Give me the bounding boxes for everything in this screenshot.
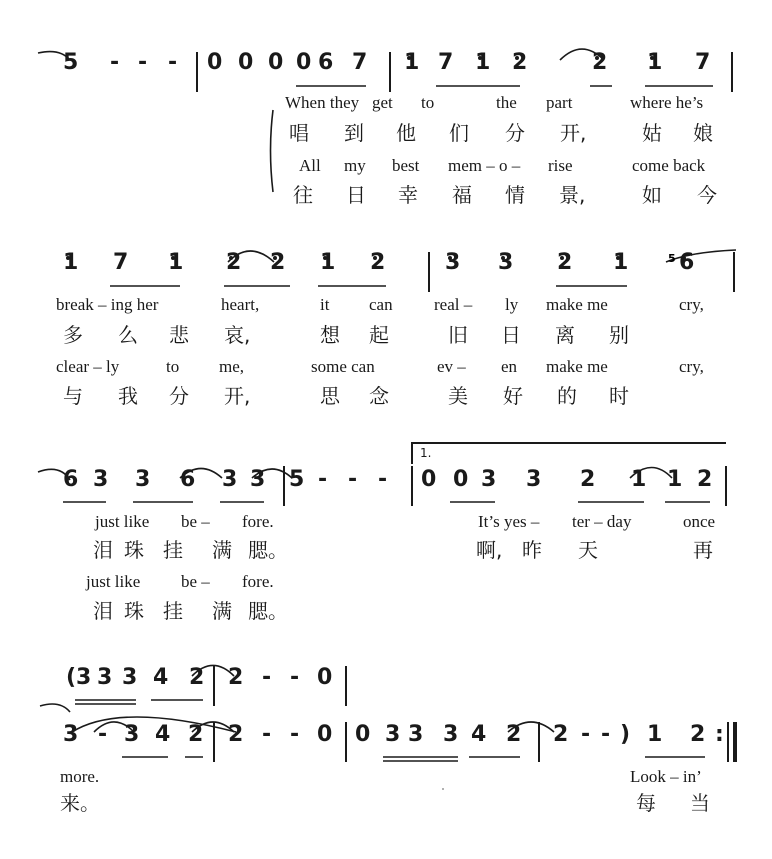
note: 2 — [690, 722, 706, 747]
lyric: to — [166, 357, 180, 376]
lyric: cry, — [679, 295, 704, 314]
lyric: best — [392, 156, 420, 175]
lyric: 与 — [63, 384, 83, 408]
note: - — [318, 467, 328, 492]
lyric: my — [344, 156, 366, 175]
lyric: 腮。 — [248, 538, 288, 562]
note: 0 — [317, 665, 333, 690]
lyric: be – — [181, 512, 210, 531]
note: 1 — [647, 50, 663, 75]
note: : — [715, 722, 724, 747]
lyric: come back — [632, 156, 706, 175]
note: 5 — [289, 467, 305, 492]
note: - — [348, 467, 358, 492]
note: - — [110, 50, 120, 75]
lyric: some can — [311, 357, 375, 376]
note: - — [290, 665, 300, 690]
lyric: mem – o – — [448, 156, 521, 175]
note: 2 — [188, 722, 204, 747]
lyric: get — [372, 93, 393, 112]
lyric: where he’s — [630, 93, 704, 112]
lyric: 的 — [557, 384, 577, 408]
note: 3 — [443, 722, 459, 747]
note: 3 — [122, 665, 138, 690]
lyric: make me — [546, 295, 608, 314]
lyric: ly — [505, 295, 519, 314]
note: 6 — [180, 467, 196, 492]
lyric: 想 — [320, 323, 340, 347]
lyric: 旧 — [448, 323, 468, 347]
lyric: 如 — [642, 183, 662, 207]
lyric: 珠 — [124, 538, 144, 562]
note: 7 — [352, 50, 368, 75]
note: 6 — [318, 50, 334, 75]
lyric: It’s yes – — [478, 512, 540, 531]
note: - — [168, 50, 178, 75]
lyric: 开, — [224, 384, 251, 408]
note: 2 — [592, 50, 608, 75]
lyric: 幸 — [398, 183, 418, 207]
lyric: 唱 — [289, 121, 309, 145]
lyric: just like — [86, 572, 141, 591]
note: 0 — [268, 50, 284, 75]
lyric: just like — [95, 512, 150, 531]
lyric: 啊, — [476, 538, 503, 562]
note: 2 — [506, 722, 522, 747]
lyric: 他 — [396, 121, 416, 145]
note: 1 — [667, 467, 683, 492]
note: 2 — [557, 250, 573, 275]
note: 1 — [631, 467, 647, 492]
lyric: 哀, — [224, 323, 251, 347]
lyric: en — [501, 357, 518, 376]
note: 3 — [124, 722, 140, 747]
lyric: 情 — [505, 183, 525, 207]
stray-mark — [442, 788, 444, 790]
note: 1 — [168, 250, 184, 275]
note: 1 — [475, 50, 491, 75]
lyric: 景, — [559, 183, 586, 207]
note: 2 — [580, 467, 596, 492]
note: 4 — [153, 665, 169, 690]
lyric: 好 — [503, 384, 523, 408]
lyric: clear – ly — [56, 357, 120, 376]
note: 0 — [296, 50, 312, 75]
lyric: 珠 — [124, 599, 144, 623]
note: 2 — [228, 665, 244, 690]
lyric: 别 — [609, 323, 629, 347]
lyric: 再 — [693, 538, 713, 562]
slur — [40, 704, 70, 712]
lyric: heart, — [221, 295, 260, 314]
lyric: 开, — [560, 121, 587, 145]
lyric: 满 — [212, 599, 232, 623]
note: 6 — [679, 250, 695, 275]
note: 3 — [481, 467, 497, 492]
lyric: 娘 — [693, 121, 713, 145]
note: 2 — [228, 722, 244, 747]
note: 3 — [135, 467, 151, 492]
lyric: ter – day — [572, 512, 632, 531]
note: 7 — [695, 50, 711, 75]
lyric: 满 — [212, 538, 232, 562]
note: - — [378, 467, 388, 492]
lyric: cry, — [679, 357, 704, 376]
note: 2 — [189, 665, 205, 690]
lyric: 往 — [293, 183, 313, 207]
note: 0 — [317, 722, 333, 747]
note: 3 — [76, 665, 92, 690]
lyric: real – — [434, 295, 473, 314]
lyric: 到 — [344, 121, 364, 145]
note: ) — [620, 722, 631, 747]
lyric: the — [496, 93, 517, 112]
lyric: 分 — [169, 384, 189, 408]
lyric: 日 — [501, 323, 521, 347]
lyric: 日 — [346, 183, 366, 207]
note: 2 — [226, 250, 242, 275]
lyric: 起 — [369, 323, 389, 347]
note: 1 — [613, 250, 629, 275]
lyric: 多 — [63, 323, 83, 347]
note: 0 — [421, 467, 437, 492]
lyric: break – ing her — [56, 295, 159, 314]
lyric: be – — [181, 572, 210, 591]
note: 0 — [207, 50, 223, 75]
note: 2 — [553, 722, 569, 747]
note: - — [98, 722, 108, 747]
note: 7 — [438, 50, 454, 75]
note: 7 — [113, 250, 129, 275]
note: - — [262, 665, 272, 690]
verse-brace — [271, 110, 274, 192]
lyric: 分 — [505, 121, 525, 145]
note: 3 — [385, 722, 401, 747]
lyric: 福 — [452, 183, 472, 207]
lyric: 腮。 — [248, 599, 288, 623]
lyric: 泪 — [93, 599, 113, 623]
note: 0 — [453, 467, 469, 492]
lyric: to — [421, 93, 435, 112]
note: 3 — [250, 467, 266, 492]
lyric: 昨 — [522, 538, 542, 562]
note: 5 — [63, 50, 79, 75]
lyric: When they — [285, 93, 360, 112]
note: 0 — [355, 722, 371, 747]
volta-label: 1. — [420, 446, 432, 460]
lyric: ev – — [437, 357, 466, 376]
note: 3 — [408, 722, 424, 747]
note: 1 — [647, 722, 663, 747]
lyric: Look – in’ — [630, 767, 702, 786]
lyric: more. — [60, 767, 100, 786]
note: 2 — [270, 250, 286, 275]
note: 1 — [320, 250, 336, 275]
lyric: 天 — [578, 538, 598, 562]
lyric: fore. — [242, 512, 274, 531]
note: 3 — [445, 250, 461, 275]
lyric: 悲 — [169, 323, 189, 347]
lyric: 当 — [690, 791, 710, 815]
lyric: 么 — [118, 323, 138, 347]
note: - — [601, 722, 611, 747]
note: 3 — [97, 665, 113, 690]
note: 1 — [404, 50, 420, 75]
lyric: 念 — [369, 384, 389, 408]
note: 4 — [155, 722, 171, 747]
note: 0 — [238, 50, 254, 75]
note: 4 — [471, 722, 487, 747]
note: - — [290, 722, 300, 747]
note: 6 — [63, 467, 79, 492]
note: 3 — [93, 467, 109, 492]
note: - — [138, 50, 148, 75]
lyric: 美 — [448, 384, 468, 408]
lyric: part — [546, 93, 573, 112]
note: 2 — [370, 250, 386, 275]
slur — [666, 250, 736, 262]
note: 3 — [222, 467, 238, 492]
note: 2 — [512, 50, 528, 75]
lyric: All — [299, 156, 321, 175]
note: - — [262, 722, 272, 747]
lyric: once — [683, 512, 716, 531]
lyric: 我 — [118, 384, 138, 408]
note: ( — [66, 665, 77, 690]
lyric: rise — [548, 156, 573, 175]
lyric: 每 — [636, 791, 656, 815]
lyric: me, — [219, 357, 245, 376]
note: 2 — [697, 467, 713, 492]
lyric: 泪 — [93, 538, 113, 562]
lyric: 思 — [320, 384, 340, 408]
lyric: 挂 — [163, 538, 183, 562]
lyric: fore. — [242, 572, 274, 591]
note: 3 — [526, 467, 542, 492]
lyric: 时 — [609, 384, 629, 408]
lyric: it — [320, 295, 330, 314]
lyric: 离 — [555, 323, 575, 347]
note: - — [581, 722, 591, 747]
lyric: 们 — [449, 121, 469, 145]
lyric: 今 — [697, 183, 717, 207]
lyric: 来。 — [60, 791, 100, 815]
note: 1 — [63, 250, 79, 275]
lyric: make me — [546, 357, 608, 376]
lyric: 挂 — [163, 599, 183, 623]
note: 3 — [498, 250, 514, 275]
note: 3 — [63, 722, 79, 747]
grace-note: 5 — [668, 252, 676, 265]
lyric: 姑 — [642, 121, 662, 145]
lyric: can — [369, 295, 393, 314]
